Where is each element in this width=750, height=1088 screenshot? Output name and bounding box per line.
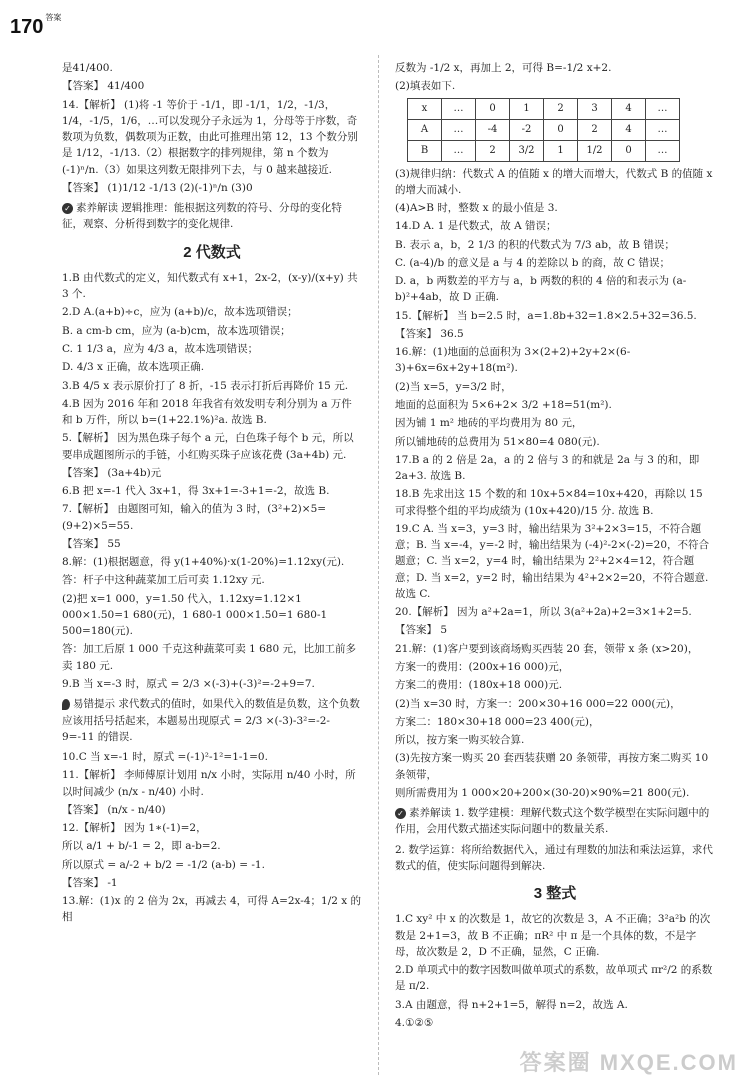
watermark: 答案圈 MXQE.COM bbox=[519, 1049, 738, 1075]
right-line: 18.B 先求出这 15 个数的和 10x+5×84=10x+420，再除以 15 可求得整个组的平均成绩为 (10x+420)/15 分. 故选 B. bbox=[395, 488, 703, 517]
value-table bbox=[407, 98, 680, 162]
right-line: D. a，b 两数差的平方与 a，b 两数的积的 4 倍的和表示为 (a-b)²+4ab，故 D 正确. bbox=[395, 275, 687, 304]
left-line: C. 1 1/3 a，应为 4/3 a，故本选项错误； bbox=[62, 342, 259, 355]
left-line: 7.【解析】 由题图可知，输入的值为 3 时，(3²+2)×5=(9+2)×5=55. bbox=[62, 503, 327, 532]
left-line: 【答案】 -1 bbox=[62, 876, 118, 889]
literacy-note: ✓ 素养解读 逻辑推理：能根据这列数的符号、分母的变化特征，观察、分析得到数字的变化规律. bbox=[62, 202, 342, 231]
left-line: 14.【解析】 (1)将 -1 等价于 -1/1，即 -1/1，1/2，-1/3，1/4，-1/5，1/6，…可以发现分子永远为 1，分母等于序数，奇数项为负数，偶数项为正数，由此可推理出第 12，13 个数分别是 1/12，-1/13.（2）根据数字的排列规律，第 n 个数为 (-1)ⁿ/n.（3）如果这列数无限排列下去，与 0 越来越接近. bbox=[62, 98, 358, 176]
left-column bbox=[62, 60, 362, 928]
left-line: 【答案】 (3a+4b)元 bbox=[62, 466, 162, 479]
right-line: 所以铺地砖的总费用为 51×80=4 080(元). bbox=[395, 435, 600, 448]
check-icon: ✓ bbox=[62, 203, 73, 214]
right-line: 2. 数学运算：将所给数据代入，通过有理数的加法和乘法运算，求代数式的值，使实际问题得到解决. bbox=[395, 843, 713, 872]
right-line: (4)A>B 时，整数 x 的最小值是 3. bbox=[395, 202, 558, 215]
left-line: 12.【解析】 因为 1∗(-1)=2， bbox=[62, 822, 207, 835]
right-line: (2)当 x=5，y=3/2 时， bbox=[395, 380, 512, 393]
left-line: 4.B 因为 2016 年和 2018 年我省有效发明专利分别为 a 万件和 b 万件，所以 b=(1+22.1%)²a. 故选 B. bbox=[62, 397, 352, 427]
left-line: 是41/400. bbox=[62, 62, 113, 74]
section-title: 3 整式 bbox=[533, 885, 577, 903]
right-line: 21.解：(1)客户要到该商场购买西装 20 套，领带 x 条 (x>20)， bbox=[395, 642, 699, 655]
left-line: 【答案】 41/400 bbox=[62, 80, 145, 93]
right-line: 20.【解析】 因为 a²+2a=1，所以 3(a²+2a)+2=3×1+2=5. bbox=[395, 606, 692, 619]
left-line: 3.B 4/5 x 表示原价打了 8 折，-15 表示打折后再降价 15 元. bbox=[62, 379, 349, 392]
left-line: B. a cm-b cm，应为 (a-b)cm，故本选项错误； bbox=[62, 324, 291, 337]
table-row: x … 0 1 2 3 4 … bbox=[408, 98, 680, 119]
right-line: 所以，按方案一购买较合算. bbox=[395, 734, 525, 747]
right-line: 19.C A. 当 x=3，y=3 时，输出结果为 3²+2×3=15，不符合题意；B. 当 x=-4，y=-2 时，输出结果为 (-4)²-2×(-2)=20，不符合题意；C. 当 x=2，y=4 时，输出结果为 2²+2×4=12，符合题意；D. 当 x=2，y=2 时，输出结果为 4²+2×2=20，不符合题意. 故选 C. bbox=[395, 522, 710, 600]
left-line: 1.B 由代数式的定义，知代数式有 x+1，2x-2，(x-y)/(x+y) 共 3 个. bbox=[62, 271, 358, 301]
column-divider bbox=[378, 55, 379, 1075]
right-line: 【答案】 5 bbox=[395, 624, 448, 637]
right-line: (3)先按方案一购买 20 套西装获赠 20 条领带，再按方案二购买 10 条领带， bbox=[395, 752, 709, 781]
left-line: (2)把 x=1 000，y=1.50 代入，1.12xy=1.12×1 000×1.50=1 680(元)，1 680-1 000×1.50=1 680-1 500=180(元). bbox=[62, 592, 328, 638]
right-line: (2)填表如下. bbox=[395, 80, 456, 93]
left-line: 2.D A.(a+b)÷c，应为 (a+b)/c，故本选项错误； bbox=[62, 306, 298, 319]
left-line: 10.C 当 x=-1 时，原式 =(-1)²-1²=1-1=0. bbox=[62, 751, 268, 764]
right-line: 地面的总面积为 5×6+2× 3/2 +18=51(m²). bbox=[395, 398, 612, 411]
right-line: (3)规律归纳：代数式 A 的值随 x 的增大而增大，代数式 B 的值随 x 的增大而减小. bbox=[395, 167, 713, 196]
pin-icon bbox=[62, 699, 70, 710]
right-line: 3.A 由题意，得 n+2+1=5，解得 n=2，故选 A. bbox=[395, 998, 628, 1011]
table-row: A … -4 -2 0 2 4 … bbox=[408, 119, 680, 140]
right-line: 方案二的费用：(180x+18 000)元. bbox=[395, 679, 563, 692]
left-line: 11.【解析】 李师傅原计划用 n/x 小时，实际用 n/40 小时，所以时间减少 (n/x - n/40) 小时. bbox=[62, 769, 356, 798]
right-line: 1.C xy² 中 x 的次数是 1，故它的次数是 3，A 不正确；3²a²b 的次数是 2+1=3，故 B 不正确；πR² 中 π 是一个具体的数，不是字母，故次数是 2，D 不正确，显然，C 正确. bbox=[395, 913, 711, 958]
left-line: 9.B 当 x=-3 时，原式 = 2/3 ×(-3)+(-3)²=-2+9=7. bbox=[62, 678, 315, 691]
right-line: 【答案】 36.5 bbox=[395, 327, 464, 340]
left-line: 答：杆子中这种蔬菜加工后可卖 1.12xy 元. bbox=[62, 574, 265, 587]
section-title: 2 代数式 bbox=[183, 243, 241, 261]
literacy-note: ✓ 素养解读 1. 数学建模：理解代数式这个数学模型在实际问题中的作用，会用代数式描述实际问题中的数量关系. bbox=[395, 807, 710, 836]
right-line: 17.B a 的 2 倍是 2a，a 的 2 倍与 3 的和就是 2a 与 3 的和，即 2a+3. 故选 B. bbox=[395, 453, 700, 483]
right-line: 反数为 -1/2 x，再加上 2，可得 B=-1/2 x+2. bbox=[395, 62, 612, 74]
left-line: 【答案】 (1)1/12 -1/13 (2)(-1)ⁿ/n (3)0 bbox=[62, 181, 253, 194]
right-line: 15.【解析】 当 b=2.5 时，a=1.8b+32=1.8×2.5+32=36.5. bbox=[395, 309, 697, 322]
left-line: 所以 a/1 + b/-1 = 2，即 a-b=2. bbox=[62, 840, 221, 853]
right-line: 4.①②⑤ bbox=[395, 1017, 434, 1029]
right-line: 则所需费用为 1 000×20+200×(30-20)×90%=21 800(元). bbox=[395, 786, 690, 799]
left-line: 【答案】 55 bbox=[62, 537, 121, 550]
error-tip: 易错提示 求代数式的值时，如果代入的数值是负数，这个负数应该用括号括起来，本题易出现原式 = 2/3 ×(-3)-3²=-2-9=-11 的错误. bbox=[62, 698, 360, 743]
check-icon: ✓ bbox=[395, 808, 406, 819]
right-line: 16.解：(1)地面的总面积为 3×(2+2)+2y+2×(6-3)+6x=6x+2y+18(m²). bbox=[395, 346, 631, 375]
left-line: 【答案】 (n/x - n/40) bbox=[62, 803, 166, 816]
left-line: 5.【解析】 因为黑色珠子每个 a 元，白色珠子每个 b 元，所以要串成题图所示的手链，小红购买珠子应该花费 (3a+4b) 元. bbox=[62, 432, 354, 461]
left-line: 13.解：(1)x 的 2 倍为 2x，再减去 4，可得 A=2x-4；1/2 x 的相 bbox=[62, 895, 362, 924]
right-line: C. (a-4)/b 的意义是 a 与 4 的差除以 b 的商，故 C 错误； bbox=[395, 256, 671, 269]
left-line: 所以原式 = a/-2 + b/2 = -1/2 (a-b) = -1. bbox=[62, 858, 265, 871]
right-line: 14.D A. 1 是代数式，故 A 错误； bbox=[395, 220, 557, 233]
right-line: 方案二：180×30+18 000=23 400(元)， bbox=[395, 715, 600, 728]
right-line: B. 表示 a，b，2 1/3 的积的代数式为 7/3 ab，故 B 错误； bbox=[395, 238, 675, 251]
page-number: 170 $^{答案}$ bbox=[10, 13, 62, 38]
left-line: D. 4/3 x 正确，故本选项正确. bbox=[62, 361, 205, 374]
right-line: 方案一的费用：(200x+16 000)元， bbox=[395, 660, 570, 673]
right-line: (2)当 x=30 时，方案一：200×30+16 000=22 000(元)， bbox=[395, 697, 681, 710]
right-column bbox=[395, 60, 715, 1033]
left-line: 答：加工后原 1 000 千克这种蔬菜可卖 1 680 元，比加工前多卖 180 元. bbox=[62, 643, 356, 672]
left-line: 8.解：(1)根据题意，得 y(1+40%)·x(1-20%)=1.12xy(元). bbox=[62, 556, 345, 569]
left-line: 6.B 把 x=-1 代入 3x+1，得 3x+1=-3+1=-2，故选 B. bbox=[62, 485, 330, 498]
right-line: 因为铺 1 m² 地砖的平均费用为 80 元， bbox=[395, 417, 583, 430]
right-line: 2.D 单项式中的数字因数叫做单项式的系数，故单项式 πr²/2 的系数是 π/2. bbox=[395, 964, 713, 993]
table-row: B … 2 3/2 1 1/2 0 … bbox=[408, 140, 680, 161]
